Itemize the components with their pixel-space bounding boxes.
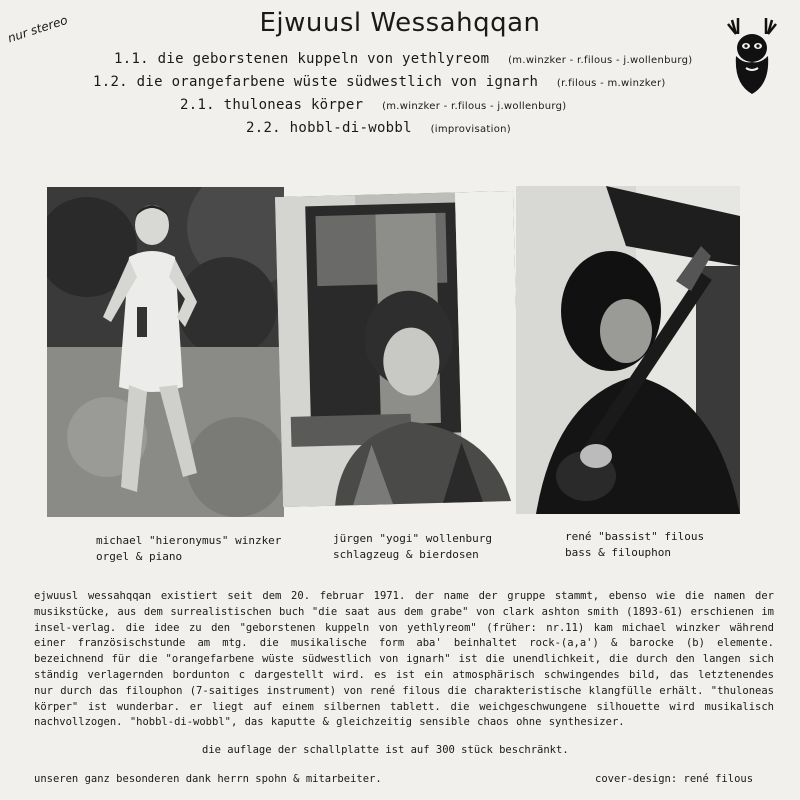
track-credit: (m.winzker - r.filous - j.wollenburg): [508, 55, 693, 66]
track-title: hobbl-di-wobbl: [289, 120, 412, 136]
member-role: bass & filouphon: [565, 546, 671, 559]
track-1-1: [114, 51, 692, 67]
track-number: 2.2.: [246, 120, 281, 136]
thanks-note: unseren ganz besonderen dank herrn spohn & mitarbeiter.: [34, 773, 382, 785]
track-number: 1.2.: [93, 74, 128, 90]
track-credit: (r.filous - m.winzker): [556, 78, 666, 89]
member-name: michael "hieronymus" winzker: [96, 534, 282, 547]
member-caption-filous: [565, 529, 704, 561]
album-title: Ejwuusl Wessahqqan: [259, 8, 541, 38]
wollenburg-photo: [275, 191, 521, 507]
track-number: 1.1.: [114, 51, 149, 67]
bearded-face-antlers-logo-icon: [724, 14, 780, 98]
track-number: 2.1.: [180, 97, 215, 113]
track-credit: (improvisation): [430, 124, 511, 135]
track-title: die orangefarbene wüste südwestlich von ignarh: [136, 74, 539, 90]
member-caption-winzker: [96, 533, 281, 565]
edition-note: die auflage der schallplatte ist auf 300 stück beschränkt.: [202, 744, 569, 756]
track-credit: (m.winzker - r.filous - j.wollenburg): [382, 101, 567, 112]
stereo-label: nur stereo: [6, 12, 70, 46]
member-caption-wollenburg: [333, 531, 492, 563]
member-name: rené "bassist" filous: [565, 530, 705, 543]
track-title: die geborstenen kuppeln von yethlyreom: [157, 51, 490, 67]
member-name: jürgen "yogi" wollenburg: [333, 532, 492, 545]
member-role: schlagzeug & bierdosen: [333, 548, 479, 561]
track-1-2: [93, 74, 666, 90]
cover-design-credit: cover-design: rené filous: [595, 773, 754, 785]
track-title: thuloneas körper: [223, 97, 364, 113]
filous-photo: [516, 186, 740, 514]
track-2-1: [180, 97, 566, 113]
liner-notes: ejwuusl wessahqqan existiert seit dem 20. februar 1971. der name der gruppe stammt, ebenso wie die namen der musikstücke, aus dem surrealistischen buch "die saat aus dem grabe" von clark ashton smith (1893-61) erschienen im insel-verlag. die idee zu den "geborstenen kuppeln von yethlyreom" (früher: nr.11) kam michael winzker während einer französischstunde am mtg. die musikalische form aba' beinhaltet rock-(a,a') & barocke (b) elemente. bezeichnend für die "orangefarbene wüste südwestlich von ignarh" ist die unendlichkeit, die durch den langen sich ständig verlagernden bordunton c dargestellt wird. es ist ein atmosphärisch schwingendes bild, das letztenendes nur durch das filouphon (7-saitiges instrument) von rené filous die charakteristische klangfülle erhält. "thuloneas körper" ist wunderbar. er liegt auf einem silbernen tablett. die weichgeschwungene silhouette wird musikalisch nachvollzogen. "hobbl-di-wobbl", das kaputte & gleichzeitig sensible chaos ohne synthesizer.: [34, 590, 774, 729]
track-2-2: [246, 120, 511, 136]
winzker-photo: [47, 187, 284, 517]
member-role: orgel & piano: [96, 550, 183, 563]
